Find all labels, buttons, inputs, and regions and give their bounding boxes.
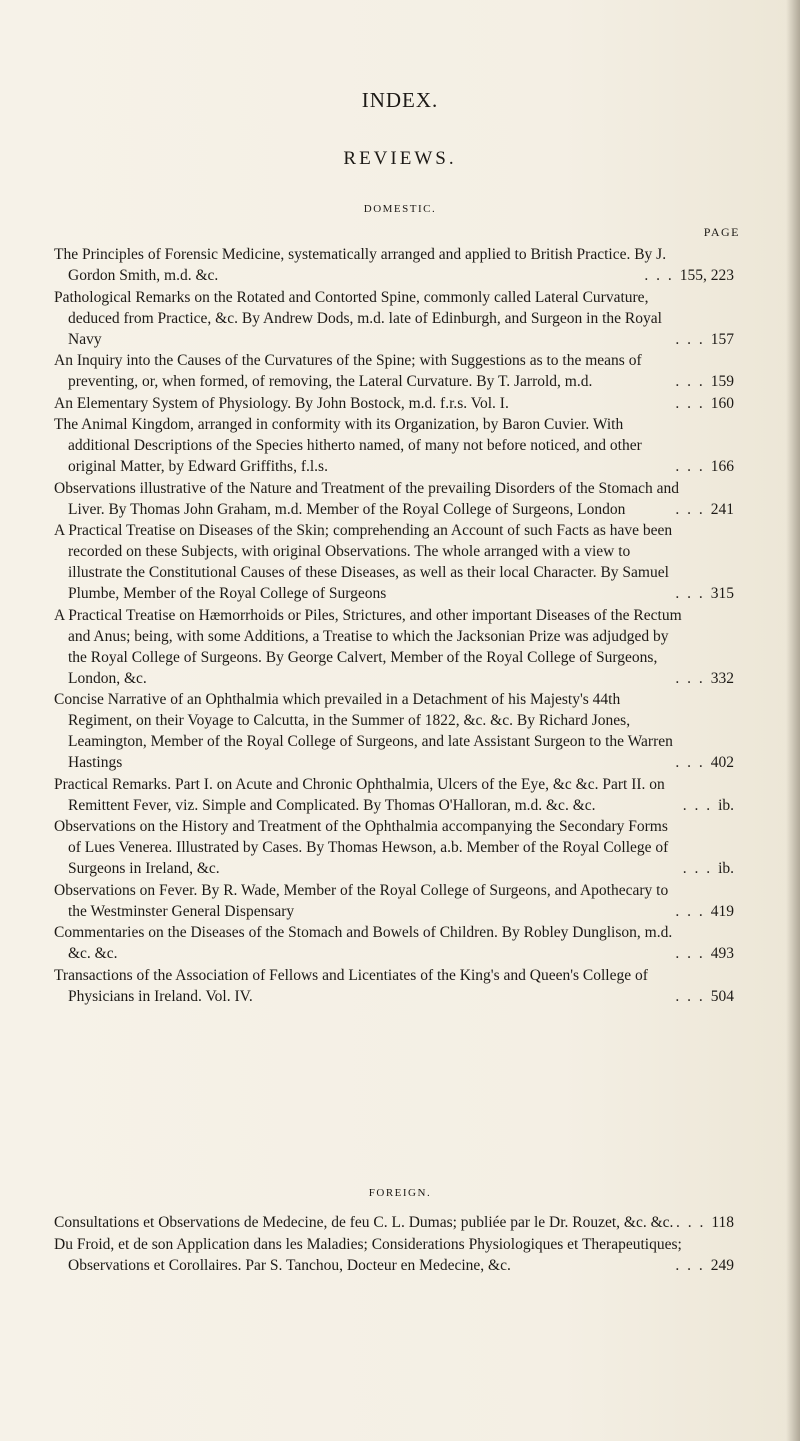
review-entry-page: . . . 493 — [675, 943, 734, 964]
domestic-heading: DOMESTIC. — [363, 203, 437, 215]
review-entry-text: An Elementary System of Physiology. By John Bostock, m.d. f.r.s. Vol. I. — [54, 394, 509, 412]
review-entry — [54, 965, 734, 1007]
review-entry-page: . . . 118 — [676, 1212, 734, 1233]
review-entry-page: . . . 241 — [675, 499, 734, 520]
review-entry — [54, 478, 734, 520]
review-entry-text: Transactions of the Association of Fellows and Licentiates of the King's and Queen's College of Physicians in Ireland. Vol. IV. — [54, 966, 648, 1005]
review-entry — [54, 689, 734, 773]
review-entry-text: The Animal Kingdom, arranged in conformity with its Organization, by Baron Cuvier. With additional Descriptions of the Species hitherto named, of many not before noticed, and other original Matter, by Edward Griffiths, f.l.s. — [54, 416, 642, 475]
review-entry — [54, 244, 734, 286]
review-entry — [54, 922, 734, 964]
review-entry — [54, 520, 734, 604]
review-entry — [54, 605, 734, 689]
index-title: INDEX. — [361, 88, 439, 112]
review-entry-text: The Principles of Forensic Medicine, systematically arranged and applied to British Practice. By J. Gordon Smith, m.d. &c. — [54, 246, 667, 284]
review-entry-page: . . . 419 — [675, 901, 734, 922]
review-entry-page: . . . 315 — [675, 583, 734, 604]
foreign-heading: FOREIGN. — [368, 1187, 432, 1199]
review-entry — [54, 414, 734, 477]
page-column-label: PAGE — [703, 225, 740, 239]
review-entry-page: . . . ib. — [683, 795, 734, 816]
review-entry — [54, 816, 734, 879]
review-entry — [54, 287, 734, 350]
review-entry-text: Practical Remarks. Part I. on Acute and Chronic Ophthalmia, Ulcers of the Eye, &c &c. Part II. on Remittent Fever, viz. Simple and Complicated. By Thomas O'Halloran, m.d. &c. &c. — [54, 775, 665, 814]
review-entry-page: . . . 157 — [675, 329, 734, 350]
review-entry-page: . . . 249 — [675, 1255, 734, 1276]
review-entry-text: Observations on Fever. By R. Wade, Member of the Royal College of Surgeons, and Apothecary to the Westminster General Dispensary — [54, 881, 669, 920]
review-entry-page: . . . 166 — [675, 456, 734, 477]
domestic-review-list — [54, 244, 734, 1007]
review-entry-text: Observations illustrative of the Nature and Treatment of the prevailing Disorders of the Stomach and Liver. By Thomas John Graham, m.d. Member of the Royal College of Surgeons, London — [54, 479, 680, 518]
review-entry — [54, 1212, 734, 1233]
review-entry — [54, 1234, 734, 1276]
review-entry-text: A Practical Treatise on Hæmorrhoids or Piles, Strictures, and other important Diseases of the Rectum and Anus; being, with some Additions, a Treatise to which the Jacksonian Prize was adjudged by the Royal College of Surgeons. By George Calvert, Member of the Royal College of Surgeons, London, &c. — [54, 606, 682, 687]
review-entry-text: Du Froid, et de son Application dans les Maladies; Considerations Physiologiques et Therapeutiques; Observations et Corollaires. Par S. Tanchou, Docteur en Medecine, &c. — [54, 1235, 682, 1274]
review-entry — [54, 774, 734, 816]
review-entry-page: . . . 332 — [675, 668, 734, 689]
review-entry-text: Pathological Remarks on the Rotated and Contorted Spine, commonly called Lateral Curvature, deduced from Practice, &c. By Andrew Dods, m.d. late of Edinburgh, and Surgeon in the Royal Navy — [54, 288, 662, 348]
review-entry — [54, 880, 734, 922]
review-entry-page: . . . ib. — [683, 858, 734, 879]
review-entry-text: Observations on the History and Treatment of the Ophthalmia accompanying the Secondary Forms of Lues Venerea. Illustrated by Cases. By Thomas Hewson, a.b. Member of the Royal College of Surgeons in Ireland, &c. — [54, 818, 669, 877]
review-entry-text: An Inquiry into the Causes of the Curvatures of the Spine; with Suggestions as to the means of preventing, or, when formed, of removing, the Lateral Curvature. By T. Jarrold, m.d. — [54, 352, 642, 390]
review-entry-page: . . . 159 — [675, 371, 734, 392]
reviews-title: REVIEWS. — [343, 148, 457, 169]
review-entry-page: . . . 160 — [675, 393, 734, 414]
page-edge-shadow — [786, 0, 800, 1441]
review-entry-text: A Practical Treatise on Diseases of the Skin; comprehending an Account of such Facts as have been recorded on these Subjects, with original Observations. The whole arranged with a view to illustrate the Constitutional Causes of these Diseases, as well as their local Character. By Samuel Plumbe, Member of the Royal College of Surgeons — [54, 522, 673, 602]
review-entry-page: . . . 402 — [675, 752, 734, 773]
review-entry — [54, 350, 734, 392]
review-entry-page: . . . 155, 223 — [644, 265, 734, 286]
review-entry-text: Consultations et Observations de Medecine, de feu C. L. Dumas; publiée par le Dr. Rouzet, &c. &c. — [54, 1214, 674, 1231]
review-entry-text: Concise Narrative of an Ophthalmia which prevailed in a Detachment of his Majesty's 44th Regiment, on their Voyage to Calcutta, in the Summer of 1822, &c. &c. By Richard Jones, Leamington, Member of the Royal College of Surgeons, and late Assistant Surgeon to the Warren Hastings — [54, 691, 673, 771]
review-entry-text: Commentaries on the Diseases of the Stomach and Bowels of Children. By Robley Dunglison, m.d. &c. &c. — [54, 924, 673, 962]
foreign-review-list — [54, 1212, 734, 1276]
review-entry — [54, 393, 734, 414]
review-entry-page: . . . 504 — [675, 986, 734, 1007]
